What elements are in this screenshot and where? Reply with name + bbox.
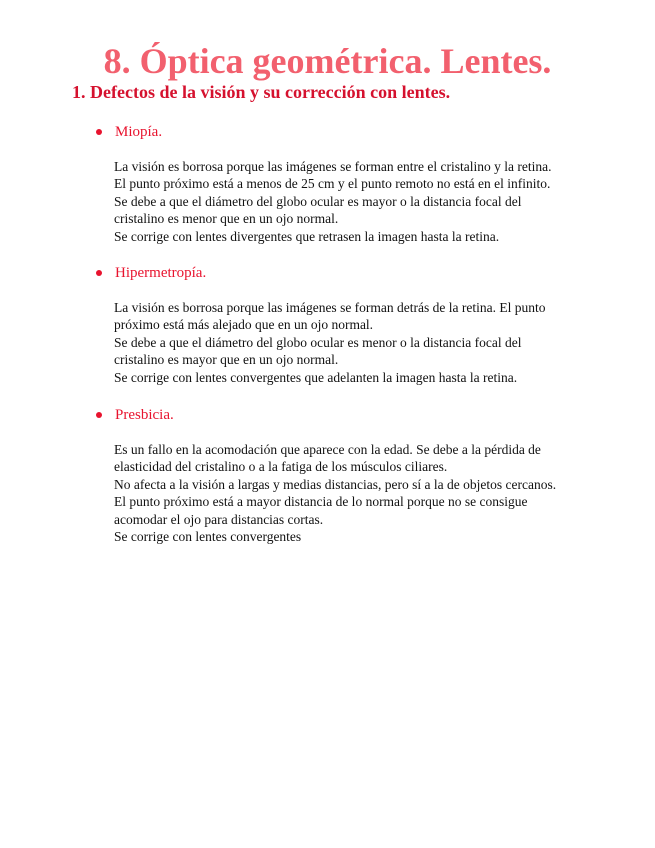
topic-heading	[96, 122, 162, 142]
body-line: acomodar el ojo para distancias cortas.	[114, 511, 324, 527]
body-line: próximo está más alejado que en un ojo normal.	[114, 317, 374, 333]
topic-heading	[96, 405, 174, 425]
body-line: Se corrige con lentes convergentes que adelanten la imagen hasta la retina.	[114, 369, 518, 385]
topic-body	[114, 441, 614, 545]
body-line: La visión es borrosa porque las imágenes se forman entre el cristalino y la retina.	[114, 159, 552, 174]
topic-body	[114, 158, 614, 245]
topic-label: Presbicia.	[115, 407, 174, 423]
body-line: cristalino es mayor que en un ojo normal.	[114, 352, 339, 368]
body-line: cristalino es menor que en un ojo normal.	[114, 211, 339, 227]
topic-label: Miopía.	[115, 124, 163, 140]
topic-label: Hipermetropía.	[115, 265, 207, 281]
body-line: Se corrige con lentes convergentes	[114, 529, 302, 545]
body-line: Se debe a que el diámetro del globo ocular es menor o la distancia focal del	[114, 334, 522, 350]
body-line: La visión es borrosa porque las imágenes se forman detrás de la retina. El punto	[114, 300, 546, 315]
bullet-icon	[96, 129, 102, 135]
topic-body	[114, 299, 614, 386]
section-title: 1. Defectos de la visión y su corrección con lentes.	[72, 82, 451, 102]
body-line: Se corrige con lentes divergentes que retrasen la imagen hasta la retina.	[114, 228, 500, 244]
body-line: El punto próximo está a menos de 25 cm y el punto remoto no está en el infinito.	[114, 176, 551, 192]
body-line: El punto próximo está a mayor distancia de lo normal porque no se consigue	[114, 494, 528, 510]
body-line: No afecta a la visión a largas y medias distancias, pero sí a la de objetos cercanos.	[114, 476, 557, 492]
body-line: Se debe a que el diámetro del globo ocular es mayor o la distancia focal del	[114, 193, 522, 209]
body-line: Es un fallo en la acomodación que aparece con la edad. Se debe a la pérdida de	[114, 442, 541, 457]
body-line: elasticidad del cristalino o a la fatiga de los músculos ciliares.	[114, 459, 448, 475]
bullet-icon	[96, 412, 102, 418]
topic-heading	[96, 263, 206, 283]
page-title: 8. Óptica geométrica. Lentes.	[103, 41, 552, 81]
bullet-icon	[96, 270, 102, 276]
